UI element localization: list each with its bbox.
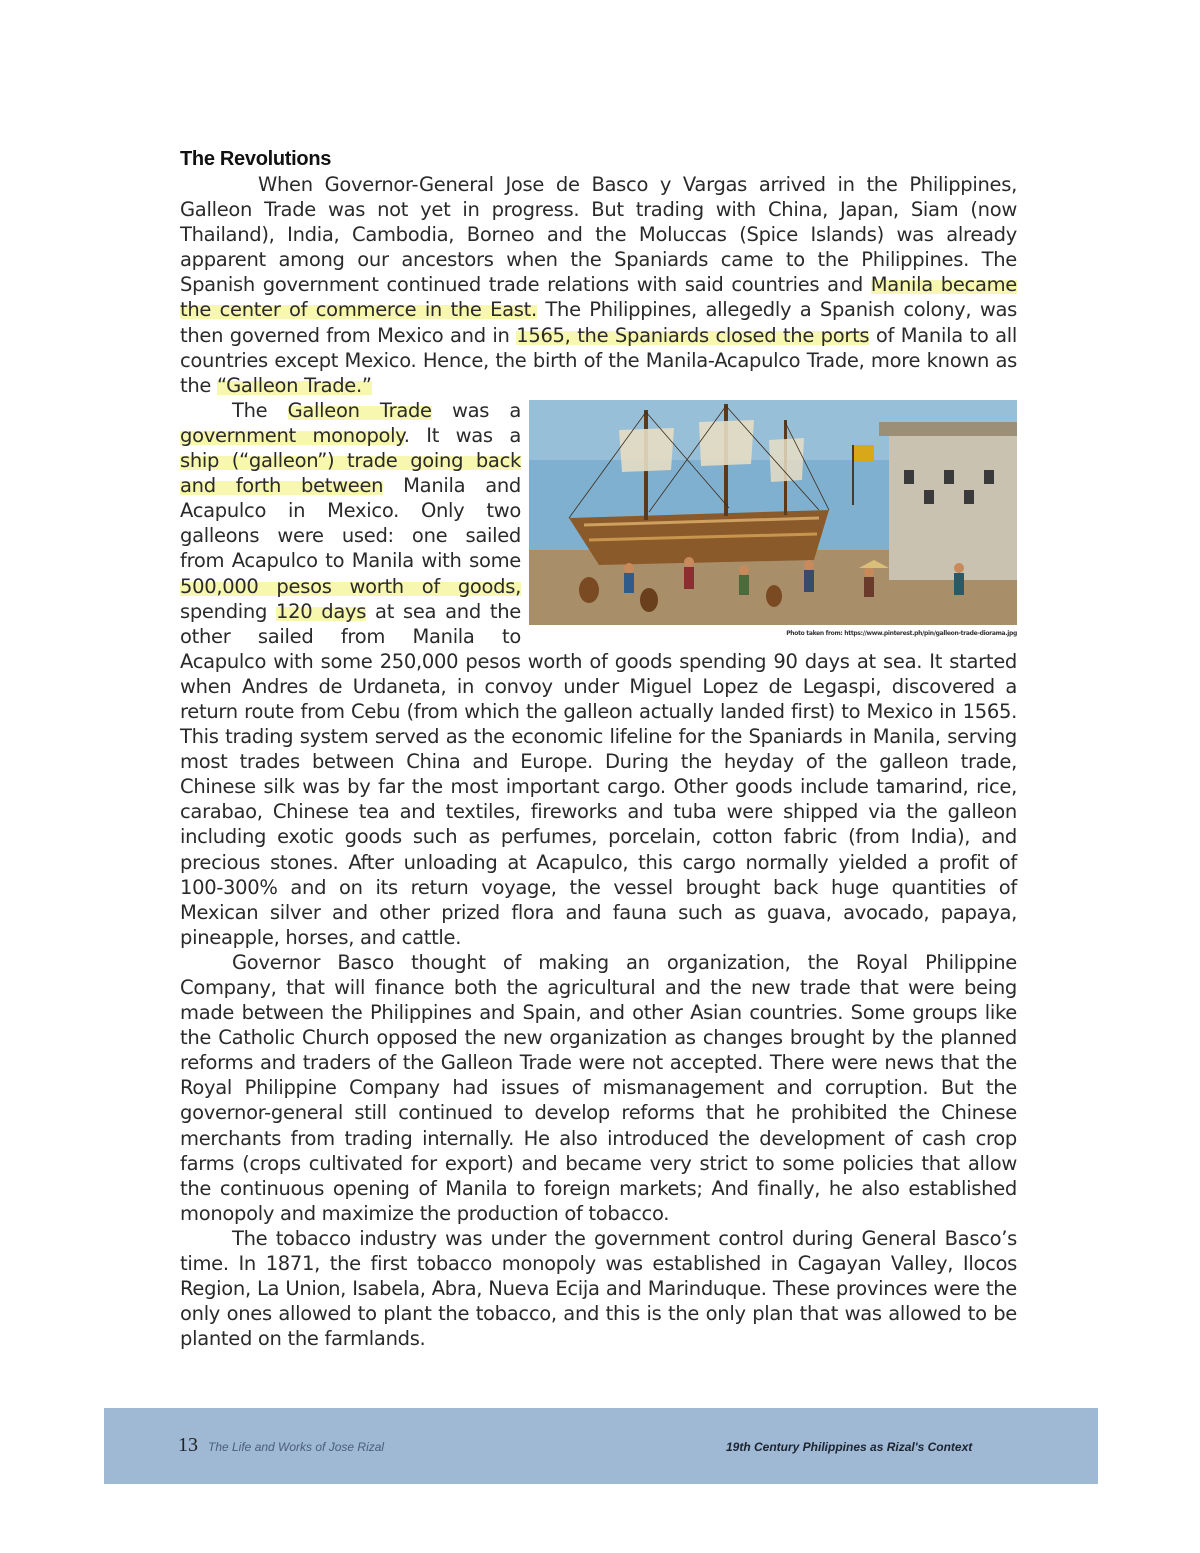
text-run: When Governor-General Jose de Basco y Vargas arrived in the Philippines, Galleon Trade was not yet in progress. But trading with China, Japan, Siam (now Thailand), India, Cambodia, Borneo and the Moluccas (Spice Islands) was already apparent among our ancestors when the Spaniards came to the Philippines. The Spanish government continued trade relations with said countries and [180, 173, 1017, 297]
paragraph-royal-company: Governor Basco thought of making an organization, the Royal Philippine Company, that will finance both the agricultural and the new trade that were being made between the Philippines and Spain, and other Asian countries. Some groups like the Catholic Church opposed the new organization as changes brought by the planned reforms and traders of the Galleon Trade were not accepted. There were news that the Royal Philippine Company had issues of mismanagement and corruption. But the governor-general still continued to develop reforms that he prohibited the Chinese merchants from trading internally. He also introduced the development of cash crop farms (crops cultivated for export) and became very strict to some policies that allow the continuous opening of Manila to foreign markets; And finally, he also established monopoly and maximize the production of tobacco. [180, 950, 1017, 1225]
text-run: of Manila to all countries except Mexico. Hence, the birth of the Manila-Acapulco Trade, more known as the [180, 323, 1017, 397]
galleon-section [180, 398, 1017, 950]
highlighted-text: government monopoly [180, 423, 404, 447]
highlighted-text: Galleon Trade [287, 398, 432, 422]
highlighted-text: “Galleon Trade.” [217, 373, 372, 397]
text-run: Manila and Acapulco in Mexico. Only two galleons were used: one sailed from Acapulco to Manila with some [180, 474, 522, 573]
text-run: The Philippines, allegedly a Spanish colony, was then governed from Mexico and in [180, 298, 1017, 347]
document-body [180, 146, 1017, 1351]
highlighted-text: ship (“galleon”) trade going back and forth between [180, 449, 521, 498]
footer-chapter-title: 19th Century Philippines as Rizal's Context [726, 1440, 973, 1454]
footer-book-title: The Life and Works of Jose Rizal [208, 1440, 385, 1454]
text-run: The [232, 398, 288, 422]
image-credit: Photo taken from: https://www.pinterest.ph/pin/galleon-trade-diorama.jpg [786, 629, 1017, 637]
galleon-figure [529, 400, 1017, 638]
page-number: 13 [178, 1434, 198, 1456]
section-heading: The Revolutions [180, 148, 332, 170]
highlighted-text: 1565, the Spaniards closed the ports [516, 323, 870, 347]
text-run: spending [180, 599, 276, 623]
text-run: was a [431, 398, 521, 422]
paragraph-tobacco: The tobacco industry was under the government control during General Basco’s time. In 1871, the first tobacco monopoly was established in Cagayan Valley, Ilocos Region, La Union, Isabela, Abra, Nueva Ecija and Marinduque. These provinces were the only ones allowed to plant the tobacco, and this is the only plan that was allowed to be planted on the farmlands. [180, 1226, 1017, 1351]
highlighted-text: 120 days [275, 599, 367, 623]
highlighted-text: Manila became the center of commerce in the East. [180, 273, 1017, 322]
galleon-diorama-image [529, 400, 1017, 625]
paragraph-intro [180, 172, 1017, 398]
text-run: . It was a [403, 423, 522, 447]
text-run: at sea and the other sailed from Manila to Acapulco with some 250,000 pesos worth of goods spending 90 days at sea. It started when Andres de Urdaneta, in convoy under Miguel Lopez de Legaspi, discovered a return route from Cebu (from which the galleon actually landed first) to Mexico in 1565. This trading system served as the economic lifeline for the Spaniards in Manila, serving most trades between China and Europe. During the heyday of the galleon trade, Chinese silk was by far the most important cargo. Other goods include tamarind, rice, carabao, Chinese tea and textiles, fireworks and tuba were shipped via the galleon including exotic goods such as perfumes, porcelain, cotton fabric (from India), and precious stones. After unloading at Acapulco, this cargo normally yielded a profit of 100-300% and on its return voyage, the vessel brought back huge quantities of Mexican silver and other prized flora and fauna such as guava, avocado, papaya, pineapple, horses, and cattle. [180, 599, 1017, 949]
highlighted-text: 500,000 pesos worth of goods, [180, 574, 521, 598]
